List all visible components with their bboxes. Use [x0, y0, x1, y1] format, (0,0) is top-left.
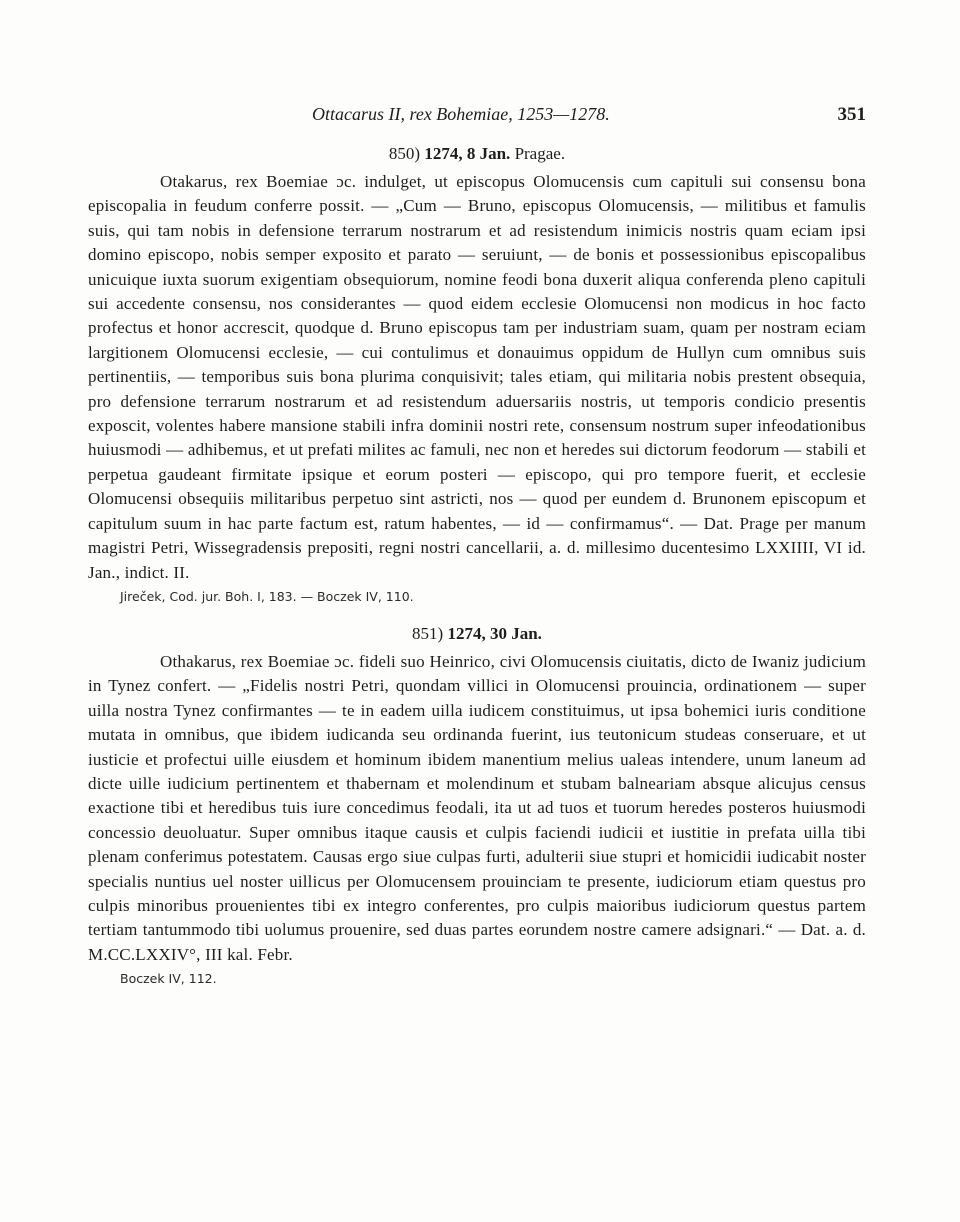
charter-number: 851)	[412, 623, 444, 643]
charter-heading	[88, 144, 866, 164]
charter-date: 1274, 30 Jan.	[447, 623, 542, 643]
page-number: 351	[837, 104, 866, 125]
charter-850	[88, 144, 866, 604]
charter-heading	[88, 624, 866, 644]
charter-source: Jireček, Cod. jur. Boh. I, 183. — Boczek IV, 110.	[120, 588, 414, 604]
charter-source: Boczek IV, 112.	[120, 971, 217, 987]
running-title: Ottacarus II, rex Bohemiae, 1253—1278.	[312, 104, 610, 124]
running-head	[88, 100, 866, 132]
charter-place: Pragae.	[514, 144, 566, 163]
charter-851	[88, 624, 866, 986]
charter-text: Othakarus, rex Boemiae ɔc. fideli suo Heinrico, civi Olomucensis ciuitatis, dicto de Iwaniz judicium in Tynez confert. — „Fidelis nostri Petri, quondam villici in Olomucensi prouincia, ordinationem — super uilla nostra Tynez confirmantes — te in eadem uilla iudicem constituimus, ut ipsa bohemici iuris conditione mutata in omnibus, que ibidem iudicanda seu ordinanda fuerint, ius teutonicum studeas conseruare, et ut iusticie et profectui uille eiusdem et hominum ibidem manentium melius ualeas intendere, unum laneum ad dicte uille iudicium pertinentem et thabernam et molendinum et stubam balneariam absque alicujus census exactione tibi et heredibus tuis iure concedimus feodali, ita ut ad tuos et tuorum heredes posteros huiusmodi concessio deuoluatur. Super omnibus itaque causis et culpis faciendi iudicii et iustitie in prefata uilla tibi plenam conferimus potestatem. Causas ergo siue culpas furti, adulterii siue stupri et homicidii iudicabit noster specialis nuntius uel noster uillicus per Olomucensem prouinciam te presente, iudiciorum etiam questus pro culpis minoribus prouenientes tibi ex integro conferentes, pro culpis maioribus iudiciorum questus partem tertiam tantummodo tibi uolumus prouenire, sed duas partes eorundem nostre camere adsignari.“ — Dat. a. d. M.CC.LXXIV°, III kal. Febr.	[88, 651, 866, 964]
charter-date: 1274, 8 Jan.	[424, 144, 511, 163]
charter-number: 850)	[388, 144, 421, 163]
document-page	[88, 100, 866, 1006]
charter-text: Otakarus, rex Boemiae ɔc. indulget, ut episcopus Olomucensis cum capituli sui consensu bona episcopalia in feudum conferre possit. — „Cum — Bruno, episcopus Olomucensis, — militibus et famulis suis, qui tam nobis in defensione terrarum nostrarum et ad resistendum inimicis nostris quam eciam ipsi domino episcopo, nobis semper exposito et parato — seruiunt, — de bonis et possessionibus episcopalibus unicuique iuxta suorum exigentiam obsequiorum, nomine feodi bona duxerit aliqua conferenda pleno capituli sui accedente consensu, nos considerantes — quod eidem ecclesie Olomucensi non modicus in hoc facto profectus et honor accrescit, quodque d. Bruno episcopus tam per industriam suam, quam per nostram eciam largitionem Olomucensi ecclesie, — cui contulimus et donauimus oppidum de Hullyn cum omnibus suis pertinentiis, — temporibus suis bona plurima conquisivit; tales etiam, qui militaria nobis prestent obsequia, pro defensione terrarum nostrarum et ad resistendum aduersariis nostris, ut temporis condicio presentis exposcit, volentes habere mansione stabili infra dominii nostri rete, consensum nostrum super infeodationibus huiusmodi — adhibemus, et ut prefati milites ac famuli, nec non et heredes sui dictorum feodorum — stabili et perpetua gaudeant firmitate ipsique et eorum posteri — episcopo, qui pro tempore fuerit, et ecclesie Olomucensi obsequiis militaribus perpetuo sint astricti, nos — quod per eundem d. Brunonem episcopum et capitulum suum in hac parte factum est, ratum habentes, — id — confirmamus“. — Dat. Prage per manum magistri Petri, Wissegradensis prepositi, regni nostri cancellarii, a. d. millesimo ducentesimo LXXIIII, VI id. Jan., indict. II.	[88, 172, 866, 582]
